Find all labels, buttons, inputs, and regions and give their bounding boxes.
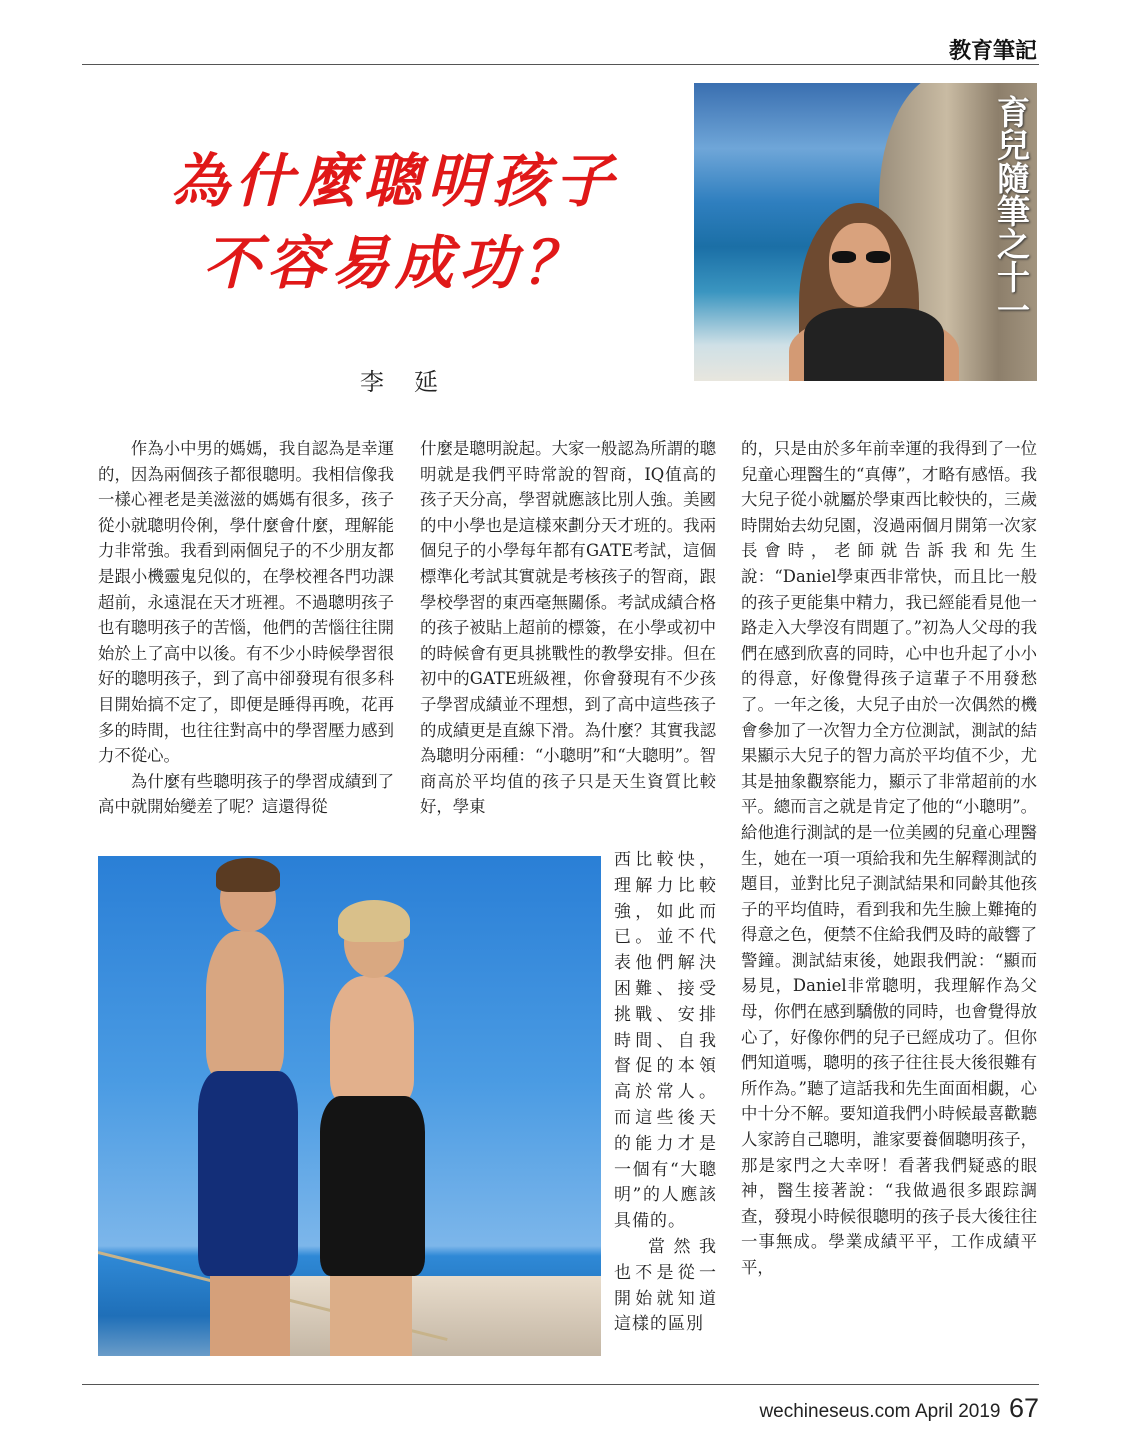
page-number: 67 <box>1008 1393 1039 1423</box>
column-2-narrow <box>614 848 717 1338</box>
title-line-2: 不容易成功？ <box>202 229 587 297</box>
article-title <box>130 140 660 304</box>
footer-site: wechineseus.com <box>759 1401 911 1422</box>
col2-narrow-paragraph-2: 當然我也不是從一開始就知道這樣的區別 <box>614 1236 717 1335</box>
bottom-divider <box>82 1384 1039 1385</box>
author-portrait-photo <box>694 83 1037 381</box>
boy-1-torso <box>206 931 284 1081</box>
boy-1-legs <box>210 1266 290 1356</box>
author-byline: 李延 <box>360 368 468 396</box>
boy-2-torso <box>330 976 414 1106</box>
footer-issue: April 2019 <box>914 1401 1001 1422</box>
col2-narrow-paragraph-1: 西比較快，理解力比較強，如此而已。並不代表他們解決困難、接受挑戰、安排時間、自我督促的本領高於常人。而這些後天的能力才是一個有“大聰明”的人應該具備的。 <box>614 850 717 1232</box>
boy-1-hair <box>216 858 280 892</box>
column-3 <box>741 436 1037 1281</box>
boy-2-shorts <box>320 1096 425 1276</box>
col1-paragraph-1: 作為小中男的媽媽，我自認為是幸運的，因為兩個孩子都很聰明。我相信像我一樣心裡老是美滋滋的媽媽有很多，孩子從小就聰明伶俐，學什麼會什麼，理解能力非常強。我看到兩個兒子的不少朋友都是跟小機靈鬼兒似的，在學校裡各門功課超前，永遠混在天才班裡。不過聰明孩子也有聰明孩子的苦惱，他們的苦惱往往開始於上了高中以後。有不少小時候學習很好的聰明孩子，到了高中卻發現有很多科目開始搞不定了，即便是睡得再晚，花再多的時間，也往往對高中的學習壓力感到力不從心。 <box>98 439 394 766</box>
page-footer <box>759 1393 1039 1424</box>
portrait-face <box>829 223 891 307</box>
boy-2-legs <box>330 1266 412 1356</box>
section-label: 教育筆記 <box>948 38 1037 64</box>
boy-1-shorts <box>198 1071 298 1276</box>
boys-photo <box>98 856 601 1356</box>
title-line-1: 為什麼聰明孩子 <box>170 147 619 215</box>
column-1 <box>98 436 394 820</box>
top-divider <box>82 64 1039 65</box>
portrait-top <box>804 308 944 381</box>
series-label: 育兒隨筆之十一 <box>992 95 1031 326</box>
col3-paragraph: 的，只是由於多年前幸運的我得到了一位兒童心理醫生的“真傳”，才略有感悟。我大兒子從小就屬於學東西比較快的，三歲時開始去幼兒園，沒過兩個月開第一次家長會時，老師就告訴我和先生說：“Daniel學東西非常快，而且比一般的孩子更能集中精力，我已經能看見他一路走入大學沒有問題了。”初為人父母的我們在感到欣喜的同時，心中也升起了小小的得意，好像覺得孩子這輩子不用發愁了。一年之後，大兒子由於一次偶然的機會參加了一次智力全方位測試，測試的結果顯示大兒子的智力高於平均值不少，尤其是抽象觀察能力，顯示了非常超前的水平。總而言之就是肯定了他的“小聰明”。給他進行測試的是一位美國的兒童心理醫生，她在一項一項給我和先生解釋測試的題目，並對比兒子測試結果和同齡其他孩子的平均值時，看到我和先生臉上難掩的得意之色，便禁不住給我們及時的敲響了警鐘。測試結束後，她跟我們說：“顯而易見，Daniel非常聰明，我理解作為父母，你們在感到驕傲的同時，也會覺得放心了，好像你們的兒子已經成功了。但你們知道嗎，聰明的孩子往往長大後很難有所作為。”聽了這話我和先生面面相覷，心中十分不解。要知道我們小時候最喜歡聽人家誇自己聰明，誰家要養個聰明孩子，那是家門之大幸呀！看著我們疑惑的眼神，醫生接著說：“我做過很多跟踪調查，發現小時候很聰明的孩子長大後往往一事無成。學業成績平平，工作成績平平， <box>741 439 1037 1277</box>
boy-2-hair <box>338 900 410 942</box>
sunglasses-icon <box>832 251 890 263</box>
col1-paragraph-2: 為什麼有些聰明孩子的學習成績到了高中就開始變差了呢？這還得從 <box>98 771 394 817</box>
column-2 <box>420 436 716 820</box>
col2-paragraph: 什麼是聰明說起。大家一般認為所謂的聰明就是我們平時常說的智商，IQ值高的孩子天分高，學習就應該比別人強。美國的中小學也是這樣來劃分天才班的。我兩個兒子的小學每年都有GATE考試，這個標準化考試其實就是考核孩子的智商，跟學校學習的東西毫無關係。考試成績合格的孩子被貼上超前的標簽，在小學或初中的時候會有更具挑戰性的教學安排。但在初中的GATE班級裡，你會發現有不少孩子學習成績並不理想，到了高中這些孩子的成績更是直線下滑。為什麼？其實我認為聰明分兩種：“小聰明”和“大聰明”。智商高於平均值的孩子只是天生資質比較好，學東 <box>420 439 716 817</box>
